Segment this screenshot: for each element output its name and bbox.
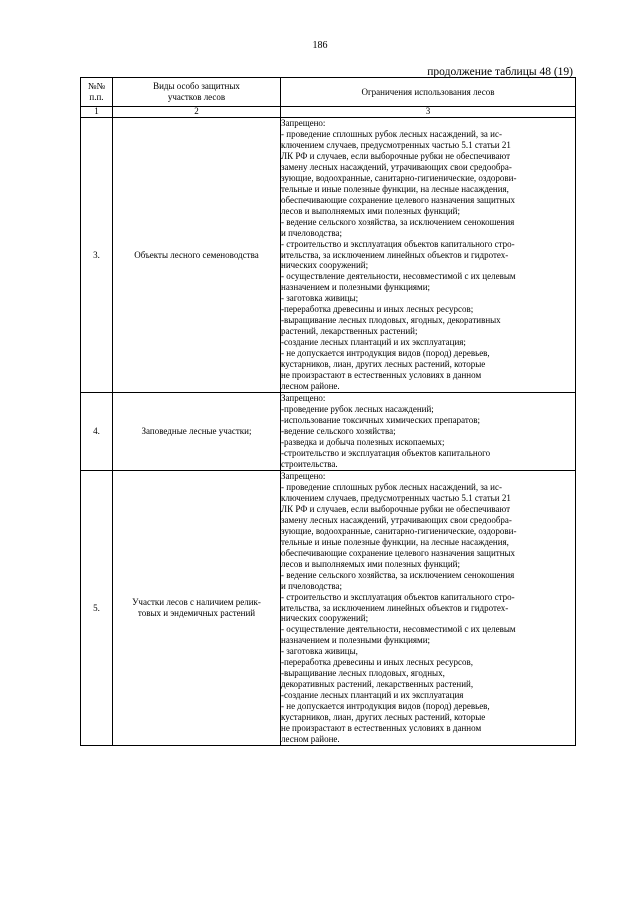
restriction-line: ЛК РФ и случаев, если выборочные рубки не обеспечивают — [281, 503, 511, 514]
restriction-line: лесов и выполняемых ими полезных функций; — [281, 205, 460, 216]
restriction-line: и пчеловодства; — [281, 227, 342, 238]
restriction-line: Запрещено: — [281, 117, 326, 128]
restriction-line: -выращивание лесных плодовых, ягодных, декоративных — [281, 315, 501, 326]
protected-area-type — [113, 117, 281, 392]
restriction-line: замену лесных насаждений, утрачивающих свои средообра- — [281, 514, 512, 525]
restriction-line: нических сооружений; — [281, 613, 369, 624]
restriction-line: ительства, за исключением линейных объектов и гидротех- — [281, 249, 509, 260]
restriction-line: -использование токсичных химических препаратов; — [281, 415, 480, 426]
page-number: 186 — [312, 40, 328, 51]
row-number: 4. — [81, 393, 113, 471]
header-restrictions: Ограничения использования лесов — [281, 78, 576, 107]
row-number: 5. — [81, 470, 113, 745]
restriction-line: нических сооружений; — [281, 260, 369, 271]
restriction-line: лесов и выполняемых ими полезных функций; — [281, 558, 460, 569]
restriction-line: назначением и полезными функциями; — [281, 635, 431, 646]
restriction-line: Запрещено: — [281, 393, 326, 404]
protected-area-type — [113, 393, 281, 471]
restriction-line: - заготовка живицы, — [281, 646, 358, 657]
protected-area-type-line: Заповедные лесные участки; — [141, 426, 252, 437]
restriction-line: - проведение сплошных рубок лесных насаждений, за ис- — [281, 481, 502, 492]
restriction-line: -переработка древесины и иных лесных ресурсов; — [281, 304, 474, 315]
restriction-line: - проведение сплошных рубок лесных насаждений, за ис- — [281, 128, 502, 139]
protected-area-type — [113, 470, 281, 745]
restriction-line: растений, лекарственных растений; — [281, 326, 418, 337]
restriction-line: Запрещено: — [281, 470, 326, 481]
restriction-line: -проведение рубок лесных насаждений; — [281, 404, 434, 415]
restriction-line: и пчеловодства; — [281, 580, 342, 591]
restrictions-cell — [281, 393, 576, 471]
restrictions-cell — [281, 117, 576, 392]
table-continuation-caption: продолжение таблицы 48 (19) — [427, 66, 573, 78]
restriction-line: ЛК РФ и случаев, если выборочные рубки не обеспечивают — [281, 150, 511, 161]
restriction-line: -создание лесных плантаций и их эксплуатация — [281, 690, 464, 701]
column-index: 2 — [113, 107, 281, 118]
protected-area-type-line: Объекты лесного семеноводства — [134, 249, 259, 260]
restriction-line: кустарников, лиан, других лесных растений, которые — [281, 359, 486, 370]
restriction-line: декоративных растений, лекарственных растений, — [281, 679, 474, 690]
restrictions-cell — [281, 470, 576, 745]
restriction-line: - ведение сельского хозяйства, за исключением сенокошения — [281, 216, 515, 227]
restriction-line: -ведение сельского хозяйства; — [281, 426, 396, 437]
restriction-line: ключением случаев, предусмотренных частью 5.1 статьи 21 — [281, 492, 511, 503]
restriction-line: не произрастают в естественных условиях в данном — [281, 723, 482, 734]
restriction-line: -переработка древесины и иных лесных ресурсов, — [281, 657, 473, 668]
protected-area-type-line: товых и эндемичных растений — [137, 608, 256, 618]
table-row — [81, 393, 576, 471]
table-row — [81, 470, 576, 745]
restriction-line: - заготовка живицы; — [281, 293, 359, 304]
table-header-row — [81, 78, 576, 107]
restriction-line: лесном районе. — [281, 734, 340, 745]
table-row — [81, 117, 576, 392]
restriction-line: ительства, за исключением линейных объектов и гидротех- — [281, 602, 509, 613]
restriction-line: - осуществление деятельности, несовместимой с их целевым — [281, 271, 516, 282]
restriction-line: тельные и иные полезные функции, на лесные насаждения, — [281, 183, 509, 194]
protected-area-type-line: Участки лесов с наличием релик- — [132, 597, 261, 608]
restrictions-table — [80, 77, 576, 746]
row-number: 3. — [81, 117, 113, 392]
restriction-line: - ведение сельского хозяйства, за исключением сенокошения — [281, 569, 515, 580]
restriction-line: тельные и иные полезные функции, на лесные насаждения, — [281, 536, 509, 547]
restriction-line: обеспечивающие сохранение целевого назначения защитных — [281, 194, 516, 205]
restriction-line: зующие, водоохранные, санитарно-гигиенические, оздорови- — [281, 525, 517, 536]
restriction-line: - строительство и эксплуатация объектов капитального стро- — [281, 591, 515, 602]
restriction-line: - не допускается интродукция видов (пород) деревьев, — [281, 348, 490, 359]
restriction-line: - строительство и эксплуатация объектов капитального стро- — [281, 238, 515, 249]
restriction-line: обеспечивающие сохранение целевого назначения защитных — [281, 547, 516, 558]
column-index: 3 — [281, 107, 576, 118]
column-index-row — [81, 107, 576, 118]
header-kind: Виды особо защитных участков лесов — [113, 78, 281, 107]
restriction-line: -выращивание лесных плодовых, ягодных, — [281, 668, 445, 679]
column-index: 1 — [81, 107, 113, 118]
restriction-line: строительства. — [281, 458, 338, 469]
restriction-line: -разведка и добыча полезных ископаемых; — [281, 436, 445, 447]
restriction-line: -строительство и эксплуатация объектов капитального — [281, 447, 491, 458]
restriction-line: -создание лесных плантаций и их эксплуатация; — [281, 337, 466, 348]
restriction-line: кустарников, лиан, других лесных растений, которые — [281, 712, 486, 723]
header-num: №№ п.п. — [81, 78, 113, 107]
restriction-line: замену лесных насаждений, утрачивающих свои средообра- — [281, 161, 512, 172]
restriction-line: ключением случаев, предусмотренных частью 5.1 статьи 21 — [281, 139, 511, 150]
restriction-line: лесном районе. — [281, 381, 340, 392]
restriction-line: назначением и полезными функциями; — [281, 282, 431, 293]
restriction-line: - осуществление деятельности, несовместимой с их целевым — [281, 624, 516, 635]
restriction-line: зующие, водоохранные, санитарно-гигиенические, оздорови- — [281, 172, 517, 183]
restriction-line: не произрастают в естественных условиях в данном — [281, 370, 482, 381]
restriction-line: - не допускается интродукция видов (пород) деревьев, — [281, 701, 490, 712]
